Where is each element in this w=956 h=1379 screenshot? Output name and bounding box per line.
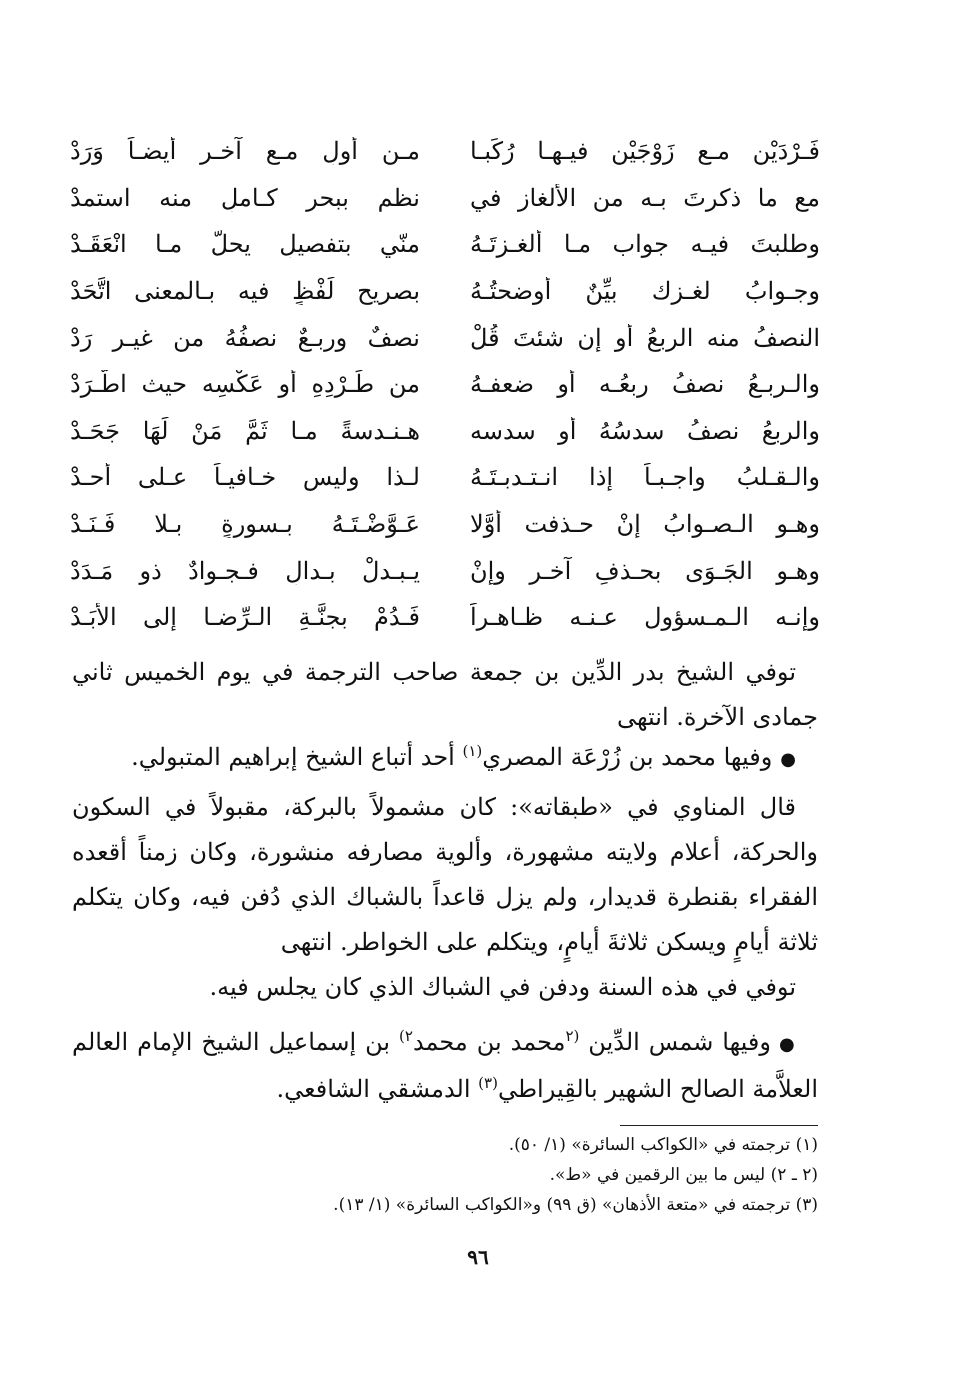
verse [70,454,820,501]
entry-zurah-paragraph [72,735,818,782]
second-hemistich: لـذا وليس خـافيـاً عـلى أحـدْ [70,463,420,492]
paragraph-text: قال المناوي في «طبقاته»: كان مشمولاً بالبركة، مقبولاً في السكون والحركة، أعلام ولايته مشهورة، وألوية مصارفه منشورة، وكان زمناً أقعده الفقراء بقنطرة قديدار، ولم يزل قاعداً بالشباك الذي دُفن فيه، وكان يتكلم ثلاثة أيامٍ ويسكن ثلاثةَ أيامٍ، ويتكلم على الخواطر. انتهى [72,793,818,956]
first-hemistich: فَـرْدَيْن مـع زَوْجَيْن فيـهـا رُكِّبـا [470,137,820,166]
second-hemistich: عَـوَّضْـتَـهُ بـسورةٍ بـلا فَـنَـدْ [70,510,420,539]
footnote: (١) ترجمته في «الكواكب السائرة» (١/ ٥٠). [508,1135,818,1155]
footnote-ref[interactable]: (١) [462,742,483,760]
verse [70,128,820,175]
paragraph-text: توفي في هذه السنة ودفن في الشباك الذي كان يجلس فيه. [209,973,796,1001]
footnote: (٣) ترجمته في «متعة الأذهان» (ق ٩٩) و«الكواكب السائرة» (١/ ١٣). [333,1195,818,1215]
second-hemistich: هـنـدسةً مـا ثَمَّ مَنْ لَهَا جَحَـدْ [70,416,420,445]
second-hemistich: بصريحِ لَفْظٍ فيه بـالمعنى اتَّحَدْ [70,277,420,306]
paragraph-text: توفي الشيخ بدر الدِّين بن جمعة صاحب الترجمة في يوم الخميس ثاني جمادى الآخرة. انتهى [72,658,818,731]
entry-text: بن إسماعيل الشيخ الإمام العالم العلاَّمة الصالح الشهير بالقِيراطي [72,1028,818,1103]
footnote-ref[interactable]: ٢) [399,1027,413,1045]
poem [70,128,820,641]
bullet-icon: ● [780,749,796,770]
first-hemistich: وهـو الـصـوابُ إنْ حـذفت أوَّلا [470,510,820,539]
verse [70,314,820,361]
first-hemistich: وجـوابُ لغـزك بيِّنٌ أوضحتُـهُ [470,277,820,306]
entry-text: محمد بن محمد [412,1028,566,1056]
second-hemistich: من طَـرْدِهِ أو عَكْسِه حيث اطَّـرَدْ [70,370,420,399]
entry-text: أحد أتباع الشيخ إبراهيم المتبولي. [131,743,463,771]
munawi-quote-paragraph [72,785,818,965]
verse [70,361,820,408]
footnote-divider [620,1125,818,1126]
second-hemistich: منّي بتفصيلٍ يحلُّ مـا انْعَقَـدْ [70,230,420,259]
first-hemistich: مع ما ذكرتَ بـه من الألغاز في [470,183,820,212]
death-notice-paragraph [72,650,818,740]
verse [70,221,820,268]
bullet-icon: ● [778,1034,796,1055]
entry-text: وفيها محمد بن زُرْعَة المصري [482,743,773,771]
footnote-ref[interactable]: (٢ [565,1027,580,1045]
verse [70,408,820,455]
verse [70,594,820,641]
footnotes [200,1130,818,1220]
verse [70,268,820,315]
first-hemistich: والربعُ نصفُ سدسُهُ أو سدسه [470,416,820,445]
footnote: (٢ ـ ٢) ليس ما بين الرقمين في «ط». [549,1165,818,1185]
first-hemistich: والـقـلبُ واجـبـاً إذا انـتـدبـتَـهُ [470,463,820,492]
first-hemistich: والـربـعُ نصفُ ربعُـه أو ضعفـهُ [470,370,820,399]
second-hemistich: نظمٍ ببحرٍ كـاملٍ منه استمدْ [70,183,420,212]
paragraph-text [72,1020,818,1112]
verse [70,501,820,548]
verse [70,175,820,222]
first-hemistich: وطلبتَ فيـه جواب مـا ألغـزتَـهُ [470,230,820,259]
footnote-ref[interactable]: (٣) [478,1074,498,1092]
second-hemistich: يـبـدلْ بـدالٍ فـجـوادٌ ذو مَـدَدْ [70,556,420,585]
entry-text: الدمشقي الشافعي. [276,1075,479,1103]
second-hemistich: فَـدُمْ بجنَّـةِ الـرِّضـا إلى الأَبَـدْ [70,603,420,632]
first-hemistich: النصفُ منه الربعُ أو إن شئتَ قُلْ [470,323,820,352]
paragraph-text [72,735,818,782]
entry-text: وفيها شمس الدِّين [579,1028,771,1056]
second-hemistich: مـن أولٍ مـع آخـرٍ أيضـاً وَرَدْ [70,137,420,166]
second-hemistich: نصفٌ وربـعٌ نصفُهُ من غيـر رَدْ [70,323,420,352]
page-number: ٩٦ [467,1245,489,1269]
burial-paragraph [72,965,818,1010]
first-hemistich: وهـو الجَـوَى بحـذفِ آخـرٍ وإنْ [470,556,820,585]
entry-qiratee-paragraph [72,1020,818,1112]
first-hemistich: وإنـه الـمـسؤول عـنـه ظـاهـراً [470,603,820,632]
verse [70,547,820,594]
